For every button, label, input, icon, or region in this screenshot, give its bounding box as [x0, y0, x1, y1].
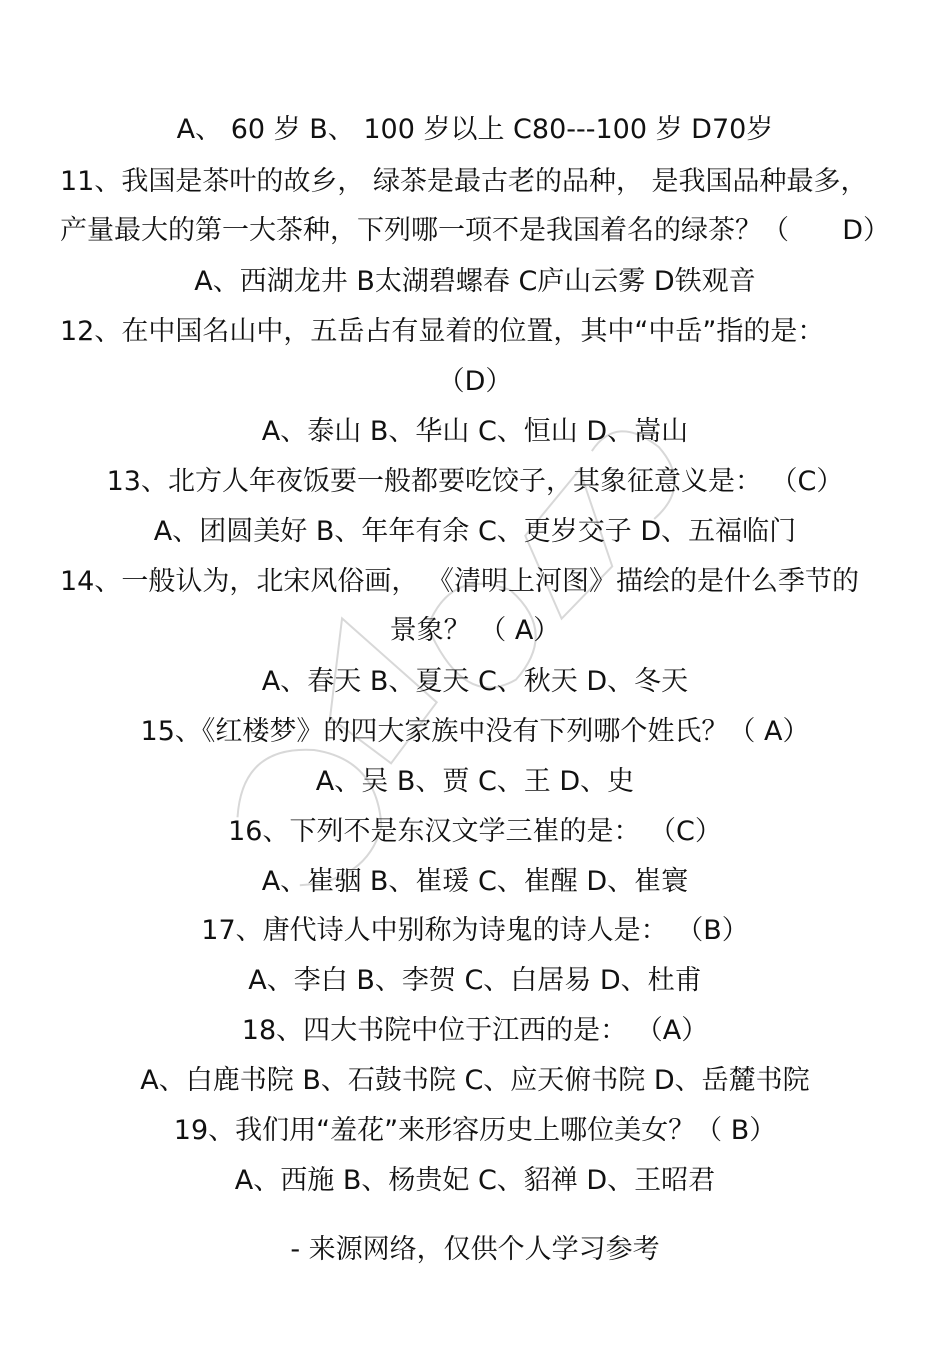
footer-note: - 来源网络，仅供个人学习参考	[290, 1234, 660, 1265]
question-11-text: 产量最大的第一大茶种，下列哪一项不是我国着名的绿茶？（	[60, 215, 789, 246]
options-q10: A、 60 岁 B、 100 岁以上 C80---100 岁 D70岁	[176, 114, 774, 145]
question-15: 15、《红楼梦》的四大家族中没有下列哪个姓氏？（ A）	[140, 716, 810, 747]
options-q14: A、春天 B、夏天 C、秋天 D、冬天	[261, 666, 689, 697]
options-q17: A、李白 B、李贺 C、白居易 D、杜甫	[248, 965, 702, 996]
options-q11: A、西湖龙井 B太湖碧螺春 C庐山云雾 D铁观音	[194, 266, 756, 297]
question-12-answer: （D）	[437, 366, 513, 397]
question-12-line1: 12、在中国名山中，五岳占有显着的位置，其中“中岳”指的是：	[60, 316, 825, 347]
question-14-line1: 14、一般认为，北宋风俗画， 《清明上河图》描绘的是什么季节的	[60, 566, 859, 597]
options-q15: A、吴 B、贾 C、王 D、史	[315, 766, 635, 797]
question-18: 18、四大书院中位于江西的是： （A）	[241, 1015, 709, 1046]
options-q19: A、西施 B、杨贵妃 C、貂禅 D、王昭君	[234, 1165, 716, 1196]
question-19: 19、我们用“羞花”来形容历史上哪位美女？（ B）	[173, 1115, 777, 1146]
question-13: 13、北方人年夜饭要一般都要吃饺子，其象征意义是： （C）	[106, 466, 844, 497]
options-q13: A、团圆美好 B、年年有余 C、更岁交子 D、五福临门	[153, 516, 797, 547]
question-11-line2	[60, 213, 890, 249]
question-11-line1: 11、我国是茶叶的故乡， 绿茶是最古老的品种， 是我国品种最多，	[60, 166, 868, 197]
question-17: 17、唐代诗人中别称为诗鬼的诗人是： （B）	[201, 915, 749, 946]
options-q12: A、泰山 B、华山 C、恒山 D、嵩山	[261, 416, 689, 447]
question-14-line2: 景象？ （ A）	[389, 615, 561, 646]
options-q18: A、白鹿书院 B、石鼓书院 C、应天俯书院 D、岳麓书院	[140, 1065, 810, 1096]
options-q16: A、崔骃 B、崔瑗 C、崔醒 D、崔寰	[261, 866, 689, 897]
question-16: 16、下列不是东汉文学三崔的是： （C）	[228, 816, 722, 847]
question-11-answer: D）	[842, 215, 890, 246]
